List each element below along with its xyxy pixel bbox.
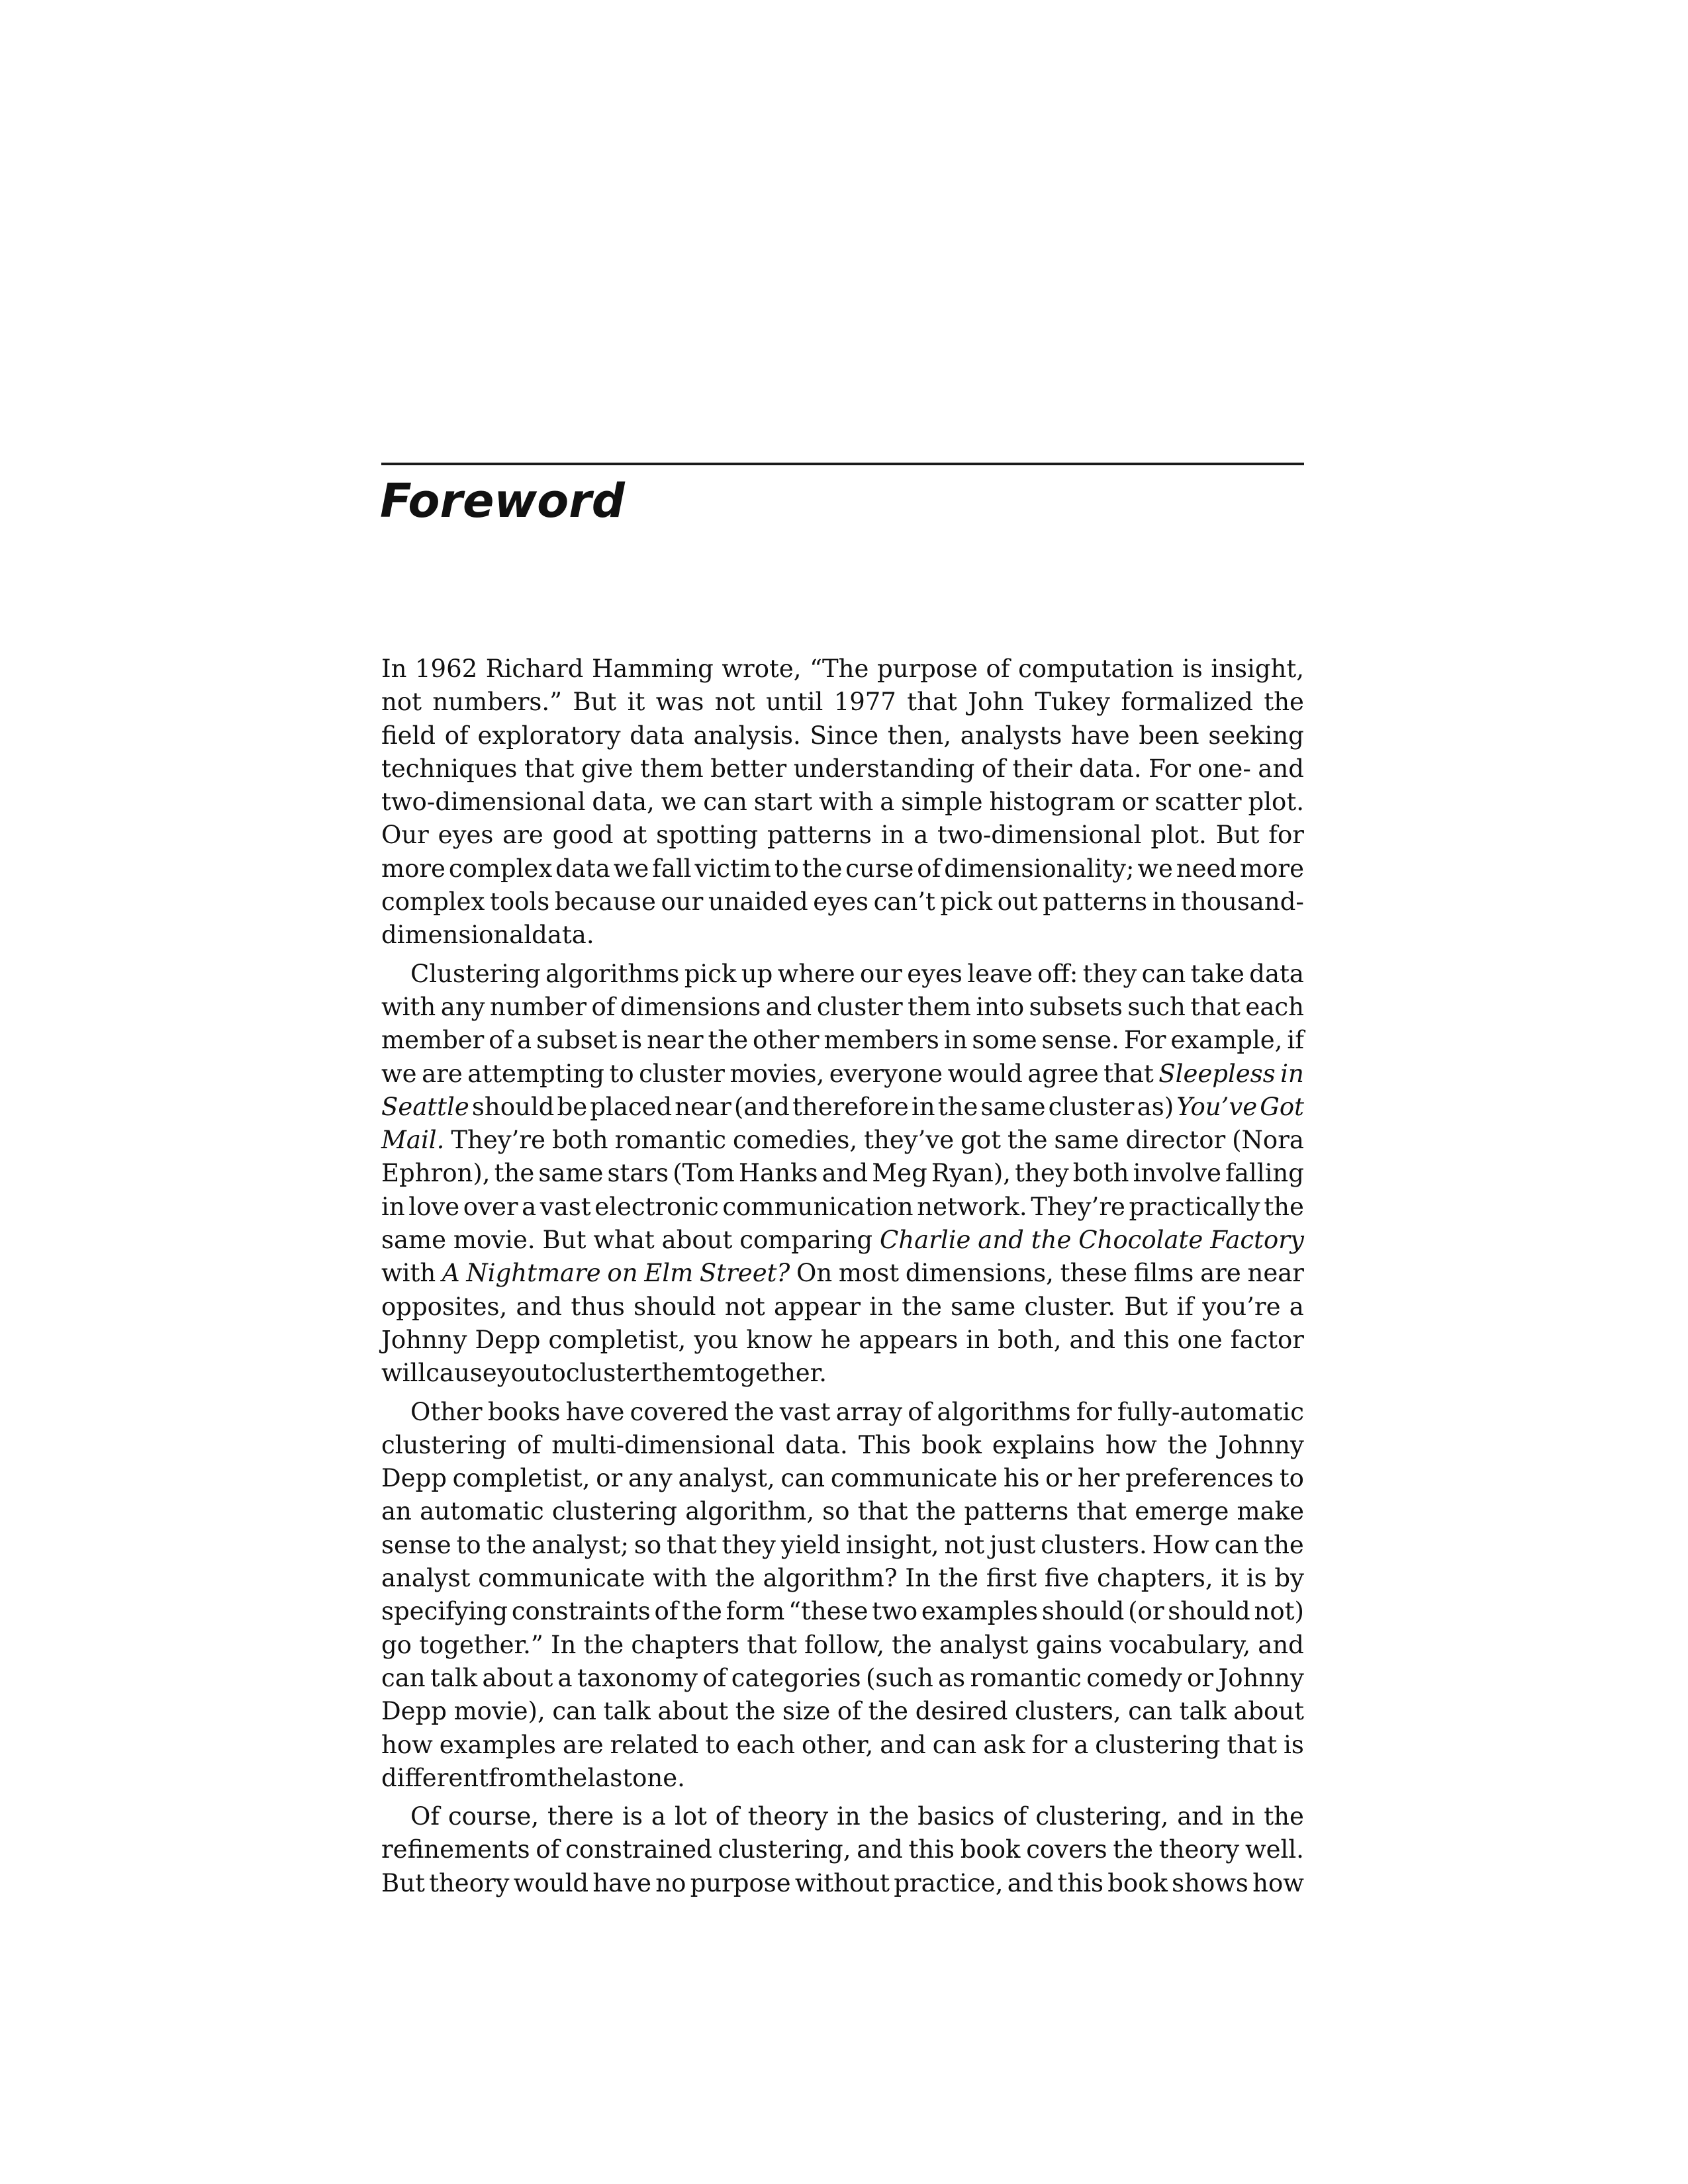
text-line: member of a subset is near the other members in some sense. For example, if xyxy=(381,1026,1304,1055)
text-line: in love over a vast electronic communication network. They’re practically the xyxy=(381,1192,1304,1221)
text-line: In 1962 Richard Hamming wrote, “The purpose of computation is insight, xyxy=(381,655,1304,683)
text-line: refinements of constrained clustering, and this book covers the theory well. xyxy=(381,1835,1304,1864)
text-line: opposites, and thus should not appear in the same cluster. But if you’re a xyxy=(381,1292,1304,1321)
text-line: techniques that give them better understanding of their data. For one- and xyxy=(381,754,1304,783)
text-line: Seattle should be placed near (and therefore in the same cluster as) You’ve Got xyxy=(381,1092,1304,1121)
text-line: Our eyes are good at spotting patterns in a two-dimensional plot. But for xyxy=(381,821,1304,850)
text-line: more complex data we fall victim to the curse of dimensionality; we need more xyxy=(381,854,1304,883)
page-title: Foreword xyxy=(380,474,625,528)
text-line: Ephron), the same stars (Tom Hanks and Meg Ryan), they both involve falling xyxy=(381,1159,1304,1188)
text-line: Depp completist, or any analyst, can communicate his or her preferences to xyxy=(381,1464,1304,1493)
text-line: with A Nightmare on Elm Street? On most dimensions, these films are near xyxy=(381,1259,1304,1288)
text-line: not numbers.” But it was not until 1977 that John Tukey formalized the xyxy=(381,688,1304,717)
text-line: But theory would have no purpose without practice, and this book shows how xyxy=(381,1868,1304,1897)
text-line: with any number of dimensions and cluster them into subsets such that each xyxy=(381,992,1304,1021)
text-line: same movie. But what about comparing Charlie and the Chocolate Factory xyxy=(381,1226,1304,1255)
paragraph-4 xyxy=(381,1800,1304,1900)
text-line: will cause you to cluster them together. xyxy=(381,1359,827,1388)
paragraph-2 xyxy=(381,958,1304,1390)
text-line: Clustering algorithms pick up where our eyes leave off: they can take data xyxy=(410,959,1304,988)
text-line: we are attempting to cluster movies, everyone would agree that Sleepless in xyxy=(381,1059,1304,1088)
text-line: Other books have covered the vast array of algorithms for fully-automatic xyxy=(410,1397,1304,1426)
text-line: Mail. They’re both romantic comedies, they’ve got the same director (Nora xyxy=(381,1126,1304,1155)
text-line: Depp movie), can talk about the size of the desired clusters, can talk about xyxy=(381,1697,1304,1726)
text-line: Of course, there is a lot of theory in the basics of clustering, and in the xyxy=(410,1802,1304,1831)
paragraph-3 xyxy=(381,1396,1304,1796)
text-line: an automatic clustering algorithm, so that the patterns that emerge make xyxy=(381,1497,1304,1526)
text-line: go together.” In the chapters that follow, the analyst gains vocabulary, and xyxy=(381,1630,1304,1659)
foreword-body xyxy=(381,653,1304,1905)
text-line: sense to the analyst; so that they yield insight, not just clusters. How can the xyxy=(381,1530,1304,1559)
text-line: can talk about a taxonomy of categories (such as romantic comedy or Johnny xyxy=(381,1663,1304,1692)
text-line: Johnny Depp completist, you know he appears in both, and this one factor xyxy=(381,1325,1304,1354)
text-line: complex tools because our unaided eyes can’t pick out patterns in thousand- xyxy=(381,887,1304,917)
paragraph-1 xyxy=(381,653,1304,952)
text-line: two-dimensional data, we can start with a simple histogram or scatter plot. xyxy=(381,788,1304,817)
title-rule xyxy=(381,463,1304,465)
text-line: clustering of multi-dimensional data. This book explains how the Johnny xyxy=(381,1430,1304,1459)
text-line: field of exploratory data analysis. Since then, analysts have been seeking xyxy=(381,721,1304,750)
text-line: different from the last one. xyxy=(381,1763,685,1792)
text-line: analyst communicate with the algorithm? In the first five chapters, it is by xyxy=(381,1564,1304,1593)
text-line: how examples are related to each other, and can ask for a clustering that is xyxy=(381,1730,1304,1759)
text-line: specifying constraints of the form “these two examples should (or should not) xyxy=(381,1597,1304,1626)
text-line: dimensional data. xyxy=(381,921,594,950)
